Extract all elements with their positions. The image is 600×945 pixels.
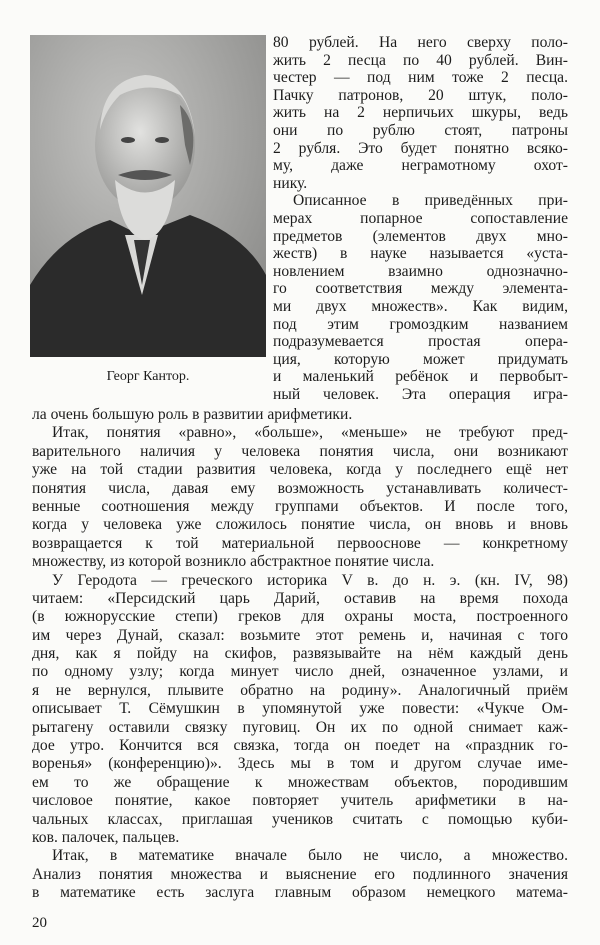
- text-line: ла очень большую роль в развитии арифметики.: [32, 406, 353, 423]
- text-line: Итак, в математике вначале было не число, а множество.: [52, 847, 568, 865]
- portrait-photo: [30, 35, 266, 357]
- text-line: жеств) в науке называется «уста-: [273, 245, 568, 263]
- text-line: множеству, из которой возникло абстрактное понятие числа.: [32, 553, 435, 571]
- page-number: 20: [32, 915, 47, 931]
- right-column-text: [273, 34, 568, 403]
- text-line: 80 рублей. На него сверху поло-: [273, 34, 568, 51]
- text-line: жить 2 песца по 40 рублей. Вин-: [273, 51, 568, 69]
- text-line: У Геродота — греческого историка V в. до н. э. (кн. IV, 98): [52, 571, 568, 589]
- text-line: дое утро. Кончится вся связка, тогда он поедет на «праздник го-: [32, 737, 568, 755]
- text-line: рытагену оставили связку пуговиц. Он их по одной снимает каж-: [32, 718, 568, 736]
- text-line: мерах попарное сопоставление: [273, 209, 568, 227]
- text-line: ный человек. Эта операция игра-: [273, 385, 568, 403]
- figure-caption: Георг Кантор.: [106, 369, 190, 384]
- text-line: и маленький ребёнок и первобыт-: [273, 368, 568, 386]
- text-line: му, даже неграмотному охот-: [273, 157, 568, 175]
- text-line: (в южнорусские степи) греков для охраны моста, построенного: [32, 608, 568, 626]
- text-line: Пачку патронов, 20 штук, поло-: [273, 86, 568, 104]
- portrait-image: [30, 35, 266, 357]
- text-line: честер — под ним тоже 2 песца.: [273, 69, 568, 87]
- text-line: ем то же обращение к множествам объектов, породившим: [32, 773, 568, 791]
- text-line: когда у человека уже сложилось понятие числа, он вновь и вновь: [32, 516, 568, 534]
- text-line: они по рублю стоят, патроны: [273, 121, 568, 139]
- text-line: подразумевается простая опера-: [273, 333, 568, 351]
- text-line: числовое понятие, какое повторяет учитель арифметики в на-: [32, 792, 568, 810]
- text-line: читаем: «Персидский царь Дарий, оставив на время похода: [32, 589, 568, 607]
- text-line: дня, как я пойду на скифов, развязывайте на нём каждый день: [32, 645, 568, 663]
- text-line: предметов (элементов двух мно-: [273, 227, 568, 245]
- text-line: жить на 2 нерпичьих шкуры, ведь: [273, 104, 568, 122]
- body-text: [32, 406, 568, 903]
- text-line: Итак, понятия «равно», «больше», «меньше» не требуют пред-: [52, 424, 568, 442]
- text-line: я не вернулся, плывите обратно на родину». Аналогичный приём: [32, 681, 568, 699]
- text-line: им через Дунай, сказал: возьмите этот ремень и, начиная с того: [32, 626, 568, 644]
- text-line: Описанное в приведённых при-: [293, 192, 568, 210]
- text-line: возвращается к той материальной первооснове — конкретному: [32, 534, 568, 552]
- text-line: уже на той стадии развития человека, когда у последнего ещё нет: [32, 461, 568, 479]
- text-line: ция, которую может придумать: [273, 350, 568, 368]
- text-line: воренья» (конференцию)». Здесь мы в том и другом случае име-: [32, 755, 568, 773]
- text-line: новлением взаимно однозначно-: [273, 262, 568, 280]
- text-line: в математике есть заслуга главным образом немецкого матема-: [32, 884, 568, 902]
- text-line: по одному узлу; когда минует число дней, означенное узлами, и: [32, 663, 568, 681]
- text-line: под этим громоздким названием: [273, 315, 568, 333]
- text-line: описывает Т. Сёмушкин в упомянутой уже повести: «Чукче Ом-: [32, 700, 568, 718]
- text-line: Анализ понятия множества и выяснение его подлинного значения: [32, 865, 568, 883]
- text-line: ми двух множеств». Как видим,: [273, 297, 568, 315]
- text-line: венные соотношения между группами объектов. И после того,: [32, 497, 568, 515]
- text-line: нику.: [273, 174, 308, 192]
- text-line: варительного наличия у человека понятия числа, они возникают: [32, 442, 568, 460]
- text-line: ков. палочек, пальцев.: [32, 828, 180, 846]
- text-line: го соответствия между элемента-: [273, 280, 568, 298]
- text-line: 2 рубля. Это будет понятно всяко-: [273, 139, 568, 157]
- text-line: чальных классах, приглашая учеников считать с помощью куби-: [32, 810, 568, 828]
- text-line: понятия числа, давая ему возможность устанавливать количест-: [32, 479, 568, 497]
